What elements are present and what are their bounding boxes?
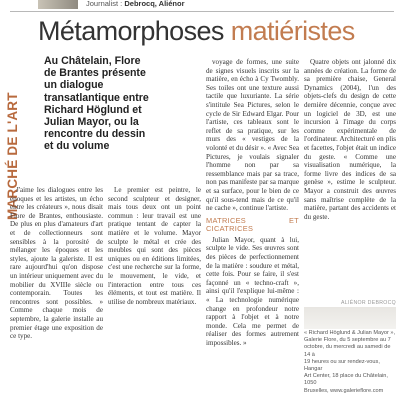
article-lead: Au Châtelain, Flore de Brantes présente un dialogue transatlantique entre Richard Höglund et Julian Mayor, ou la rencontre du dessin et du volume [44, 55, 149, 153]
rubric-label: MARCHÉ DE L'ART [5, 92, 20, 220]
column-3 [206, 58, 299, 400]
paragraph: Quatre objets ont jalonné dix années de création. La forme de sa première chaise, General Dynamics (2004), l'un des objets-clefs du design de cette dernière décennie, conçue avec un logiciel de 3D, est une incursion à l'image du corps comme expérimentale de l'ordinateur. Architecturé en plis et facettes, l'objet était un indice du geste. « Comme une visualisation numérique, la forme livre des indices de sa genèse », estime le sculpteur. Mayor a construit des œuvres sans maîtrise complète de la matière, partant des accidents et du geste. [304, 58, 396, 221]
info-line: Art Center, 18 place du Châtelain, 1050 [304, 373, 388, 387]
title-word-1: Métamorphoses [38, 16, 224, 46]
title-word-2: matiéristes [230, 16, 355, 46]
header-thumbnail [38, 0, 78, 9]
info-line: Bruxelles, www.galerieflore.com [304, 387, 384, 394]
paragraph: Julian Mayor, quant à lui, sculpte le vide. Ses œuvres sont des pièces de perfectionnement de la matière : soudure et métal, cette fois. Pour se faire, il s'est façonné un « techno-craft », ainsi qu'il l'explique lui-même : « La technologie numérique change en profondeur notre rapport à l'objet et à notre monde. Cela me permet de réaliser des formes autrement impossibles. » [206, 235, 299, 347]
journalist-name: Debrocq, Aliénor [124, 0, 185, 8]
column-2 [108, 186, 201, 400]
paragraph: Le premier est peintre, le second sculpteur et designer, mais tous deux ont un point commun : leur travail est une pratique tentant de capter la matière et le volume. Mayor sculpte le métal et crée des meubles qui sont des pièces uniques ou en éditions limitées, c'est une recherche sur la forme, le mouvement, le vide, et l'interaction entre tous ces éléments, et tout est matière. Il utilise de nombreux matériaux. [108, 186, 201, 306]
article-title [38, 12, 398, 50]
photo-credit: ALIÉNOR DEBROCQ [341, 300, 396, 306]
subheading: MATRICES ET CICATRICES [206, 215, 299, 234]
paragraph: J'aime les dialogues entre les époques et les artistes, un écho entre les créateurs », nous disait Flore de Brantes, enthousiaste. De plus en plus d'amateurs d'art et de collectionneurs sont sensibles à la porosité de mélanger les époques et les styles, ajoute la galeriste. Il est rare aujourd'hui qu'on dispose un intérieur uniquement avec du mobilier du XVIIIe siècle ou contemporain. Toutes les rencontres sont possibles. » Comme chaque mois de septembre, la galerie installe au premier étage une exposition de ce type. [10, 186, 103, 341]
journalist-label: Journalist : [86, 0, 125, 8]
column-4 [304, 58, 396, 298]
info-line: « Richard Höglund & Julian Mayor », [304, 330, 396, 336]
exhibition-infobox [304, 330, 396, 395]
page-header [0, 0, 400, 10]
info-line: 19 heures ou sur rendez-vous, Hangar [304, 358, 380, 373]
column-1 [10, 186, 103, 400]
info-line: Galerie Flore, du 5 septembre au 7 [304, 337, 391, 344]
article-photo [304, 307, 396, 329]
paragraph: voyage de formes, une suite de signes visuels inscrits sur la matière, en écho à Cy Twombly. Ses toiles ont une texture aussi tactile que luxuriante. La série s'intitule Sea Pictures, selon le cycle de Sir Edward Elgar. Pour l'artiste, ces tableaux sont le reflet de sa pratique, sur les murs des « vestiges de la volonté et du désir ». « Avec Sea Pictures, je voulais signaler l'homme non par sa ressemblance mais par sa trace, non pas manifeste par sa marque et sa surface, pour le bien de ce qu'il sous-tend mais de ce qu'il ne cache », continue l'artiste. [206, 58, 299, 213]
journalist-line [86, 0, 185, 8]
info-line: octobre, du mercredi au samedi de 14 à [304, 344, 391, 358]
